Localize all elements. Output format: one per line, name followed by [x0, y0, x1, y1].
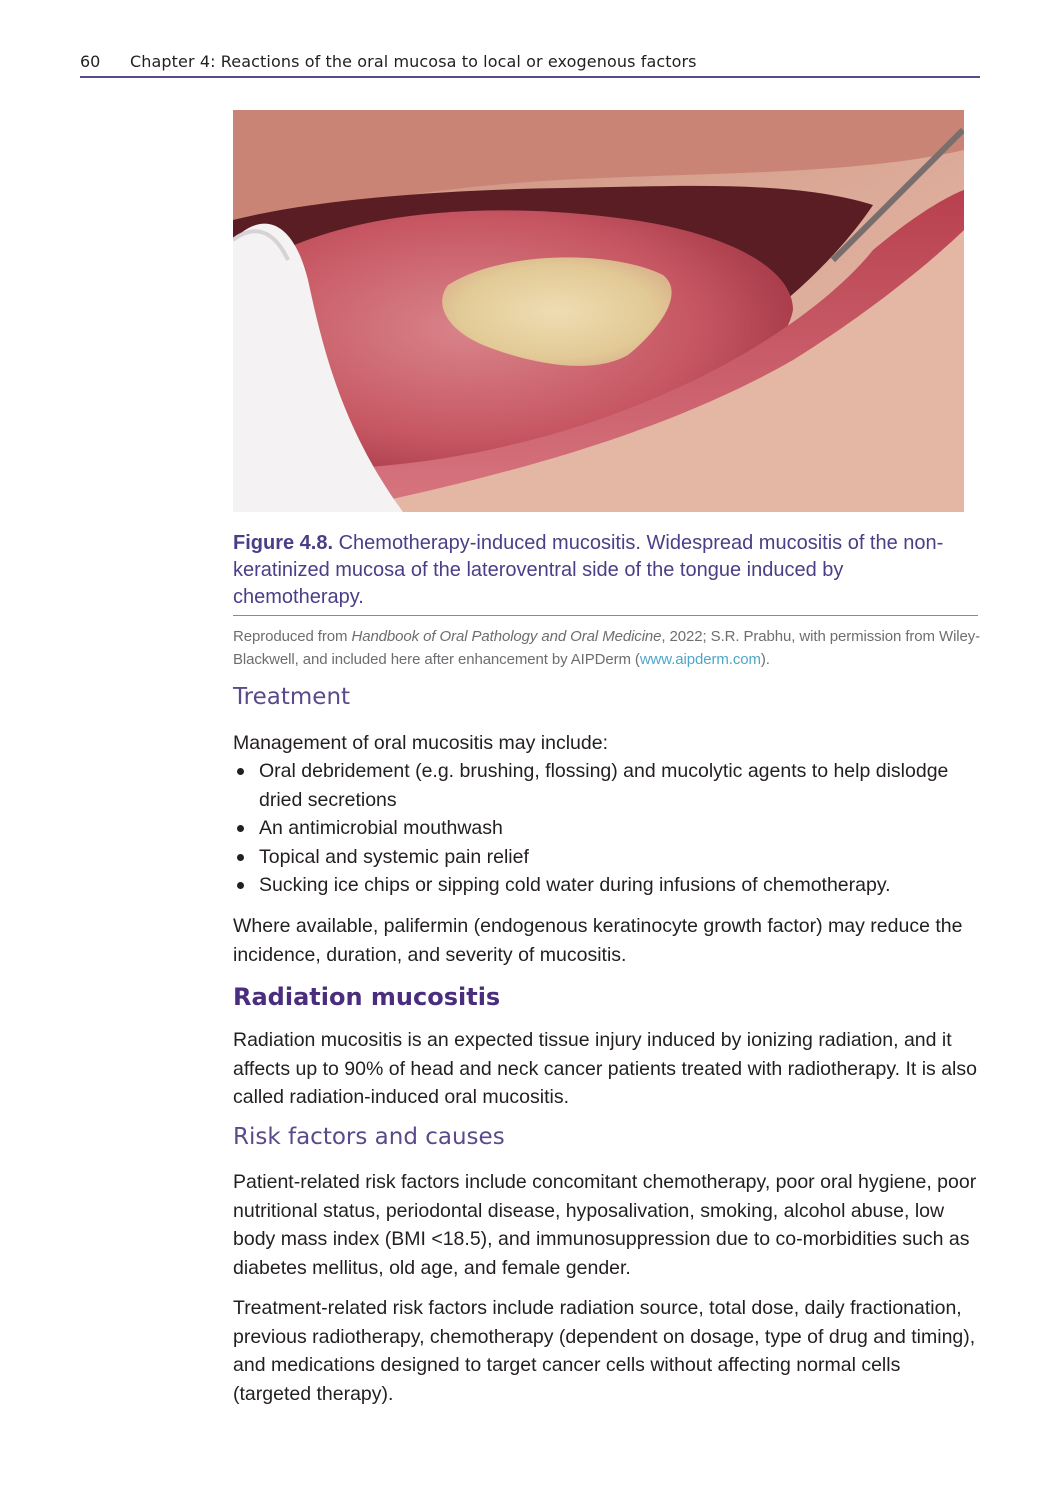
treatment-list — [233, 757, 983, 900]
page-header — [80, 48, 980, 78]
treatment-heading: Treatment — [233, 684, 351, 710]
credit-middle: , 2022; S.R. Prabhu, with permission from Wiley-Blackwell, and included here after enhancement by AIPDerm ( — [233, 628, 981, 668]
radiation-heading: Radiation mucositis — [233, 983, 501, 1011]
running-head: Chapter 4: Reactions of the oral mucosa to local or exogenous factors — [130, 52, 697, 71]
credit-link[interactable]: www.aipderm.com — [639, 651, 761, 668]
list-item: Sucking ice chips or sipping cold water during infusions of chemotherapy. — [233, 871, 983, 900]
radiation-body: Radiation mucositis is an expected tissue injury induced by ionizing radiation, and it affects up to 90% of head and neck cancer patients treated with radiotherapy. It is also called radiation-induced oral mucositis. — [233, 1029, 977, 1108]
treatment-intro: Management of oral mucositis may include: — [233, 732, 609, 754]
figure-caption — [233, 530, 978, 616]
figure-photo — [233, 110, 964, 512]
figure-credit — [233, 625, 983, 671]
list-item: Topical and systemic pain relief — [233, 843, 983, 872]
page-number: 60 — [80, 52, 101, 71]
risk-treatment: Treatment-related risk factors include radiation source, total dose, daily fractionation, previous radiotherapy, chemotherapy (dependent on dosage, type of drug and timing), and medications designed to target cancer cells without affecting normal cells (targeted therapy). — [233, 1297, 976, 1405]
risk-patient: Patient-related risk factors include concomitant chemotherapy, poor oral hygiene, poor nutritional status, periodontal disease, hyposalivation, smoking, alcohol abuse, low body mass index (BMI <18.5), and immunosuppression due to co-morbidities such as diabetes mellitus, old age, and female gender. — [233, 1171, 977, 1279]
figure-caption-text: Chemotherapy-induced mucositis. Widespread mucositis of the non-keratinized mucosa of the lateroventral side of the tongue induced by chemotherapy. — [233, 532, 944, 608]
treatment-closing: Where available, palifermin (endogenous keratinocyte growth factor) may reduce the incidence, duration, and severity of mucositis. — [233, 915, 963, 966]
risk-heading: Risk factors and causes — [233, 1124, 505, 1150]
list-item: An antimicrobial mouthwash — [233, 814, 983, 843]
figure-label: Figure 4.8. — [233, 532, 334, 554]
credit-title: Handbook of Oral Pathology and Oral Medicine — [351, 628, 662, 645]
credit-prefix: Reproduced from — [233, 628, 352, 645]
credit-suffix: ). — [760, 651, 770, 668]
list-item: Oral debridement (e.g. brushing, flossing) and mucolytic agents to help dislodge dried secretions — [233, 757, 983, 814]
